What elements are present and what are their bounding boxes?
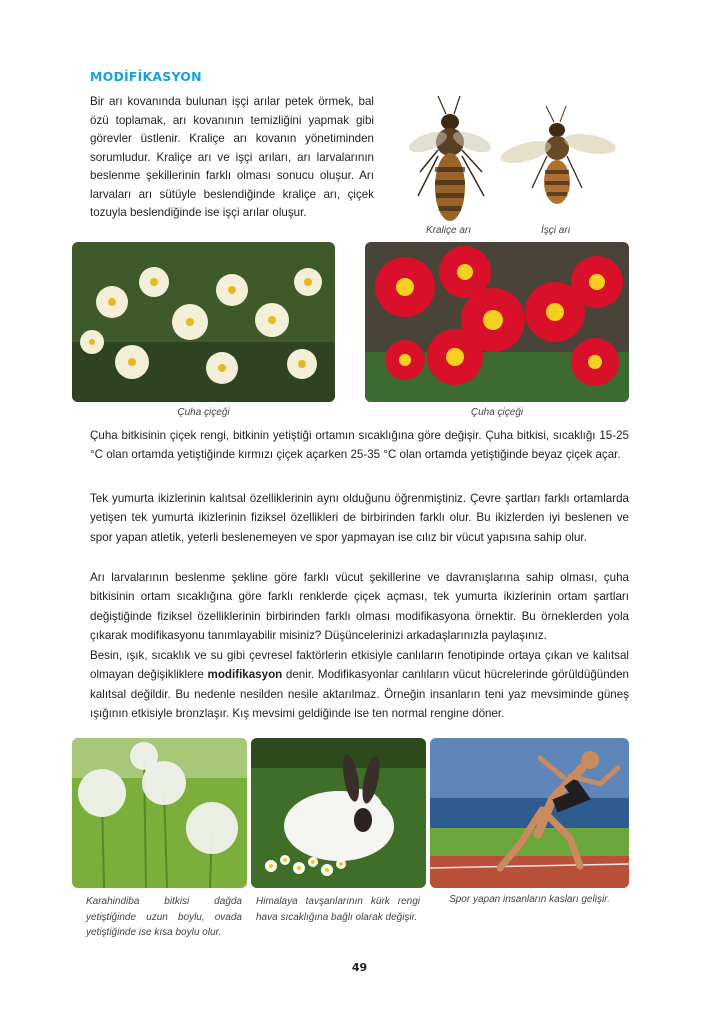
runner-caption: Spor yapan insanların kasları gelişir. bbox=[449, 894, 610, 905]
dandelion-photo bbox=[72, 738, 247, 888]
rabbit-photo bbox=[251, 738, 426, 888]
page-number: 49 bbox=[351, 961, 368, 974]
paragraph-definition bbox=[90, 646, 629, 724]
definition-text-end: denir. Modifikasyonlar canlıların vücut hücrelerinde görüldüğünden kalıtsal değildir. Bu nedenle nesilden nesile aktarılmaz. Örneğin insanların teni yaz mevsiminde güneş ışığının etkisiyle bronzlaşır. Kış mevsimi geldiğinde ise ten normal rengine döner. bbox=[90, 668, 630, 721]
dandelion-caption: Karahindiba bitkisi dağda yetiştiğinde uzun boylu, ovada yetiştiğinde ise kısa boylu olur. bbox=[86, 896, 242, 938]
definition-term: modifikasyon bbox=[207, 668, 283, 682]
red-primrose-caption: Çuha çiçeği bbox=[470, 407, 524, 418]
white-primrose-photo bbox=[72, 242, 335, 402]
white-primrose-caption: Çuha çiçeği bbox=[177, 407, 230, 418]
red-primrose-photo bbox=[365, 242, 629, 402]
queen-bee-caption: Kraliçe arı bbox=[426, 225, 472, 236]
bee-illustration bbox=[408, 92, 618, 242]
rabbit-caption: Himalaya tavşanlarının kürk rengi hava sıcaklığına bağlı olarak değişir. bbox=[256, 896, 420, 923]
worker-bee-caption: İşçi arı bbox=[541, 225, 571, 236]
paragraph-primrose: Çuha bitkisinin çiçek rengi, bitkinin yetiştiği ortamın sıcaklığına göre değişir. Çuha bitkisi, sıcaklığı 15-25 °C olan ortamda yetiştiğinde kırmızı çiçek açarken 25-35 °C olan ortamda yetiştiğinde beyaz çiçek açar. bbox=[90, 429, 629, 462]
queen-bee-image bbox=[408, 96, 494, 221]
paragraph-examples: Arı larvalarının beslenme şekline göre farklı vücut şekillerine ve davranışlarına sahip olması, çuha bitkisinin ortam sıcaklığına göre farklı renklerde çiçek açması, tek yumurta ikizlerinin ortam şartları değiştiğinde fiziksel özelliklerinin birbirinden farklı olması modifikasyona örnektir. Bu örneklerden yola çıkarak modifikasyonu tanımlayabilir misiniz? Düşüncelerinizi arkadaşlarınızla paylaşınız. bbox=[90, 571, 629, 643]
definition-text-start: Besin, ışık, sıcaklık ve su gibi çevresel faktörlerin etkisiyle canlıların fenotipinde ortaya çıkan ve kalıtsal olmayan değişikliklere bbox=[90, 649, 629, 682]
worker-bee-image bbox=[499, 106, 618, 204]
runner-photo bbox=[430, 738, 629, 888]
section-title: MODİFİKASYON bbox=[90, 69, 202, 84]
paragraph-twins: Tek yumurta ikizlerinin kalıtsal özelliklerinin aynı olduğunu öğrenmiştiniz. Çevre şartları farklı ortamlarda yetişen tek yumurta ikizlerinin fiziksel özellikleri de birbirinden farklı olur. Bu ikizlerden iyi beslenen ve spor yapan atletik, yeterli beslenemeyen ve spor yapmayan ise cılız bir vücut yapısına sahip olur. bbox=[90, 492, 629, 544]
intro-paragraph: Bir arı kovanında bulunan işçi arılar petek örmek, bal özü toplamak, arı kovanının temizliğini yapmak gibi görevler üstlenir. Kraliçe arı kovanın yönetiminden sorumludur. Kraliçe arı ve işçi arıları, arı larvalarının beslenme şekillerinin farklı olması sonucu oluşur. Arı larvaları arı sütüyle beslendiğinde kraliçe arı, çiçek tozuyla beslendiğinde ise işçi arılar oluşur. bbox=[90, 95, 374, 219]
